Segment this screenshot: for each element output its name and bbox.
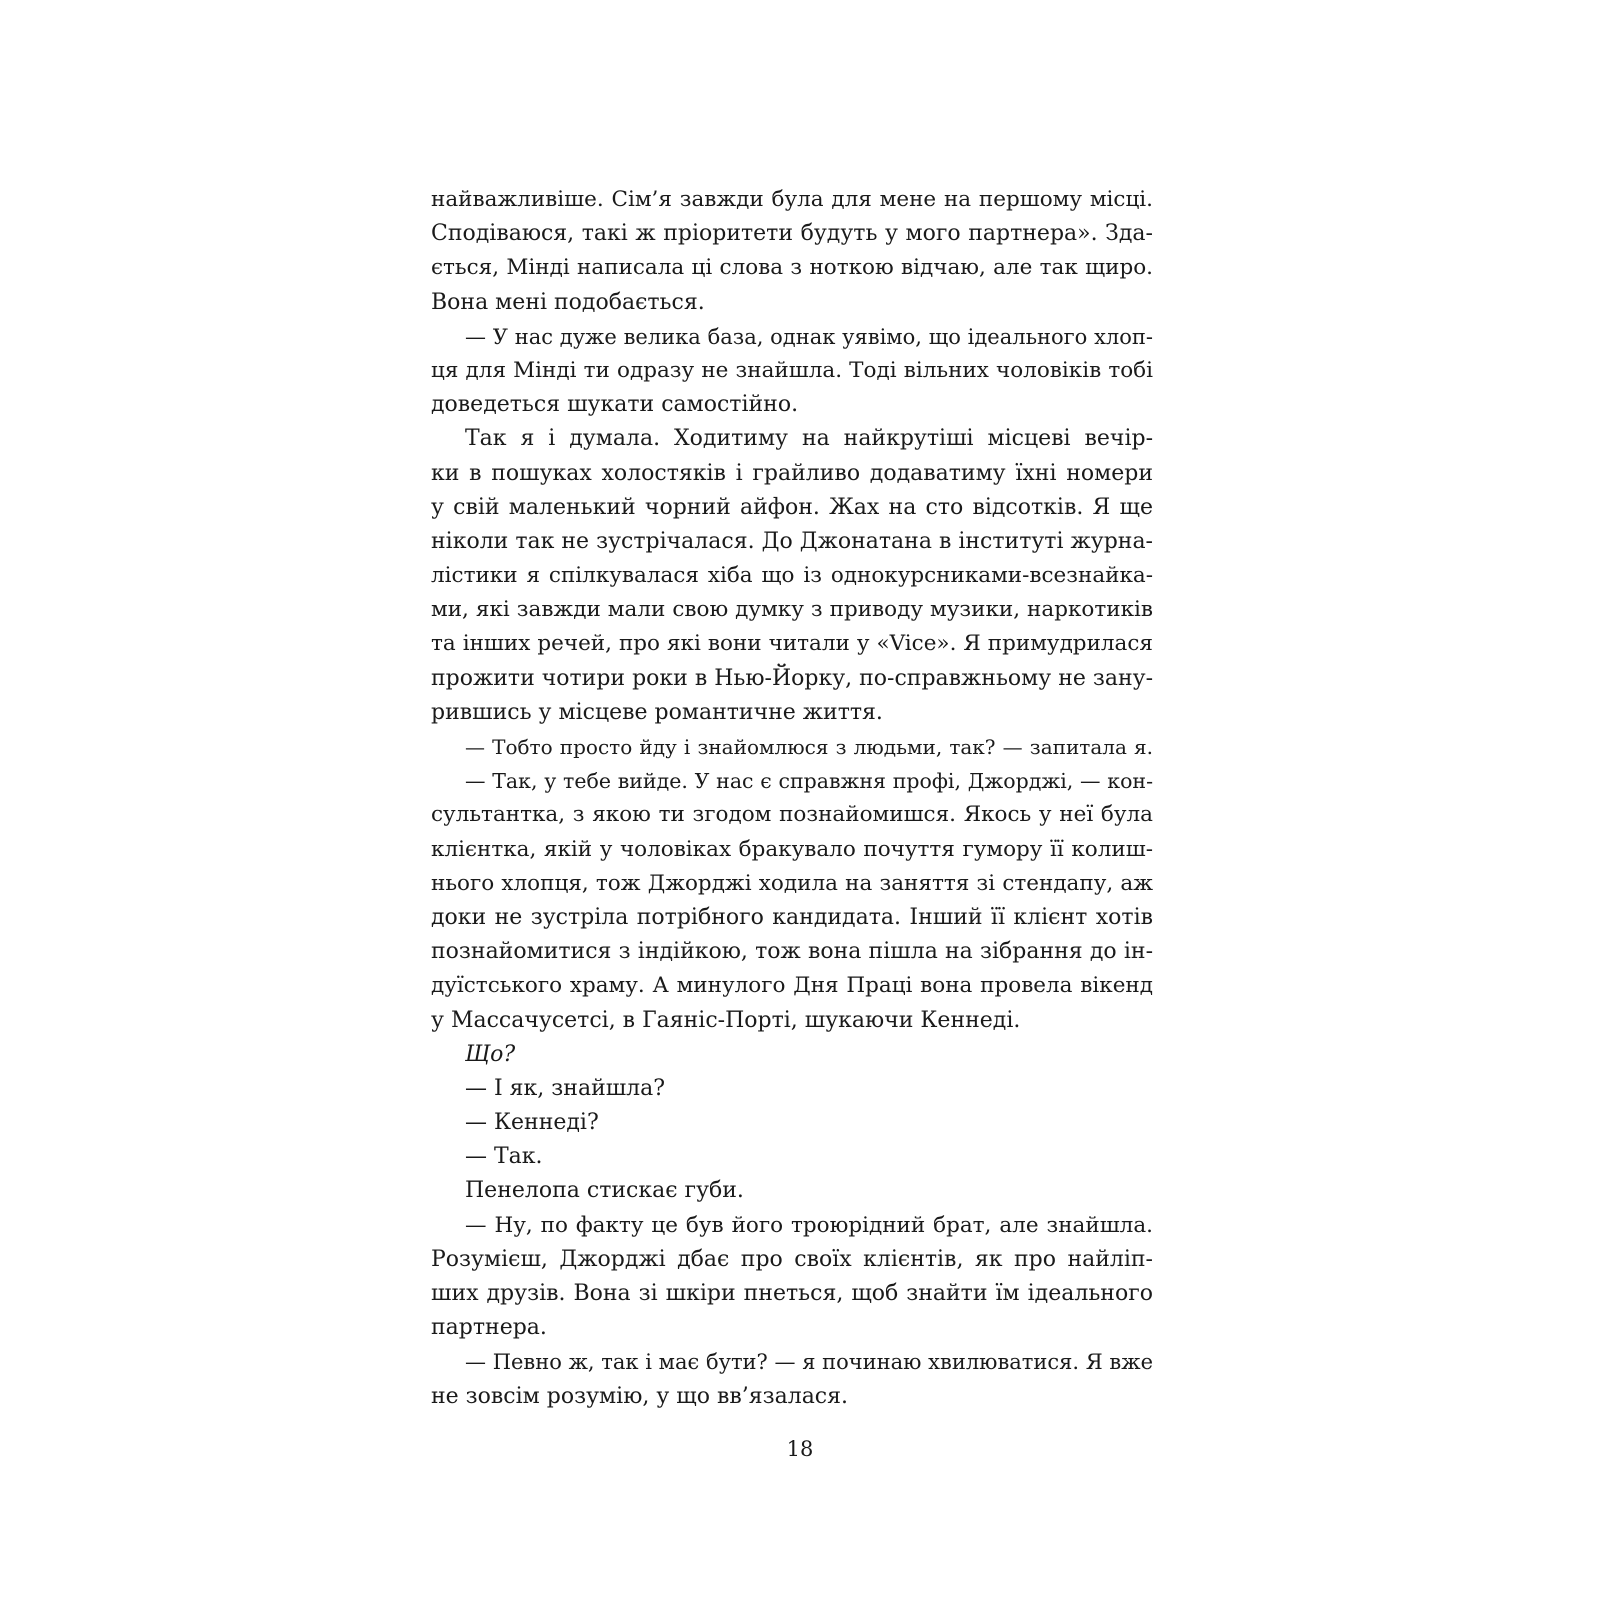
text-line: найважливіше. Сім’я завжди була для мене на першому місці. <box>431 187 1153 212</box>
text-line: дуїстського храму. А минулого Дня Праці вона провела вікенд <box>431 973 1153 999</box>
text-line: партнера. <box>431 1315 547 1341</box>
text-line: ється, Мінді написала ці слова з ноткою відчаю, але так щиро. <box>431 255 1153 281</box>
text-line: — І як, знайшла? <box>465 1075 666 1101</box>
text-line: Розумієш, Джорджі дбає про своїх клієнтів, як про найліп- <box>431 1246 1153 1272</box>
text-line: — Так, у тебе вийде. У нас є справжня профі, Джорджі, — кон- <box>465 769 1153 794</box>
text-line: — Ну, по факту це був його троюрідний брат, але знайшла. <box>465 1212 1153 1238</box>
text-line: Вона мені подобається. <box>431 289 705 315</box>
text-line: прожити чотири роки в Нью-Йорку, по-справжньому не зану- <box>431 665 1153 691</box>
text-line: ших друзів. Вона зі шкіри пнеться, щоб знайти їм ідеального <box>431 1281 1153 1306</box>
text-line: нього хлопця, тож Джорджі ходила на заняття зі стендапу, аж <box>431 870 1153 896</box>
text-line: Пенелопа стискає губи. <box>465 1178 744 1204</box>
text-line: та інших речей, про які вони читали у «Vice». Я примудрилася <box>431 631 1153 657</box>
text-line: лістики я спілкувалася хіба що із однокурсниками-всезнайка- <box>431 563 1153 589</box>
text-line: у свій маленький чорний айфон. Жах на сто відсотків. Я ще <box>431 494 1153 520</box>
text-line: — Кеннеді? <box>465 1110 599 1136</box>
text-line: рившись у місцеве романтичне життя. <box>431 699 883 725</box>
text-line: познайомитися з індійкою, тож вона пішла на зібрання до ін- <box>431 939 1153 965</box>
text-line: ми, які завжди мали свою думку з приводу музики, наркотиків <box>431 597 1153 623</box>
text-line: клієнтка, якій у чоловіках бракувало почуття гумору її колиш- <box>431 836 1153 862</box>
text-line: ця для Мінді ти одразу не знайшла. Тоді вільних чоловіків тобі <box>431 357 1153 383</box>
text-line: — Тобто просто йду і знайомлюся з людьми, так? — запитала я. <box>465 735 1153 759</box>
text-line: Сподіваюся, такі ж пріоритети будуть у мого партнера». Зда- <box>431 221 1153 247</box>
text-line: у Массачусетсі, в Гаяніс-Порті, шукаючи Кеннеді. <box>431 1007 1021 1033</box>
text-line: — Так. <box>465 1144 543 1170</box>
text-line: ки в пошуках холостяків і грайливо додаватиму їхні номери <box>431 460 1153 486</box>
text-line: не зовсім розумію, у що вв’язалася. <box>431 1383 849 1409</box>
text-line: ніколи так не зустрічалася. До Джонатана в інституті журна- <box>431 528 1153 554</box>
text-line: доки не зустріла потрібного кандидата. Інший її клієнт хотів <box>431 904 1153 930</box>
text-line: доведеться шукати самостійно. <box>431 392 799 418</box>
text-line: — У нас дуже велика база, однак уявімо, що ідеального хлоп- <box>465 324 1153 349</box>
page-number: 18 <box>786 1437 814 1461</box>
text-line: — Певно ж, так і має бути? — я починаю хвилюватися. Я вже <box>465 1350 1153 1375</box>
text-line: сультантка, з якою ти згодом познайомишся. Якось у неї була <box>431 802 1153 828</box>
body-text <box>431 183 1153 1414</box>
text-line: Так я і думала. Ходитиму на найкрутіші місцеві вечір- <box>465 426 1153 452</box>
text-line: Що? <box>465 1041 516 1067</box>
